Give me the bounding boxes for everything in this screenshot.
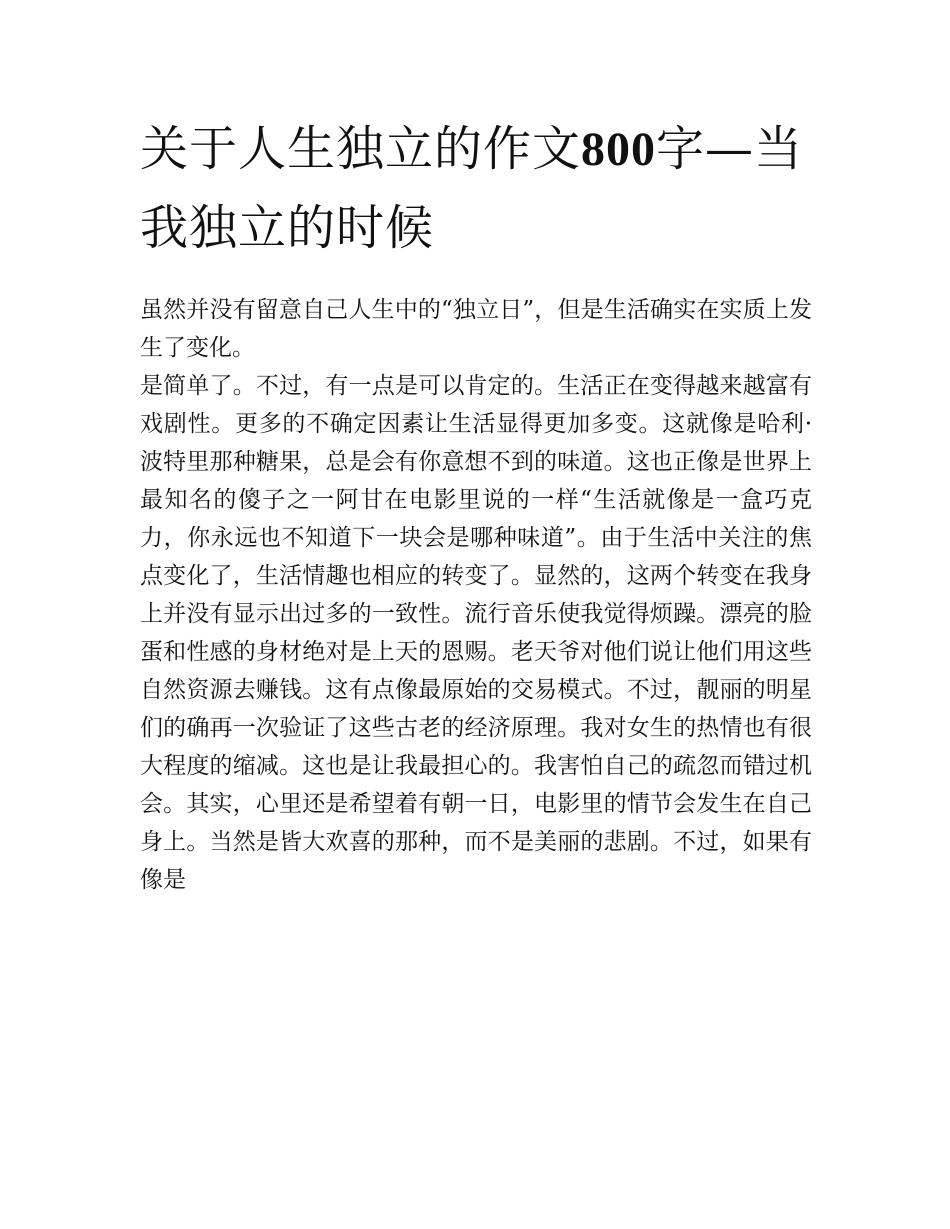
document-body: [140, 291, 812, 899]
title-text-part2: 字—当我独立的时候: [140, 121, 804, 256]
paragraph-2: 是简单了。不过，有一点是可以肯定的。生活正在变得越来越富有戏剧性。更多的不确定因素让生活显得更加多变。这就像是哈利·波特里那种糖果，总是会有你意想不到的味道。这也正像是世界上最知名的傻子之一阿甘在电影里说的一样“生活就像是一盒巧克力，你永远也不知道下一块会是哪种味道”。由于生活中关注的焦点变化了，生活情趣也相应的转变了。显然的，这两个转变在我身上并没有显示出过多的一致性。流行音乐使我觉得烦躁。漂亮的脸蛋和性感的身材绝对是上天的恩赐。老天爷对他们说让他们用这些自然资源去赚钱。这有点像最原始的交易模式。不过，靓丽的明星们的确再一次验证了这些古老的经济原理。我对女生的热情也有很大程度的缩减。这也是让我最担心的。我害怕自己的疏忽而错过机会。其实，心里还是希望着有朝一日，电影里的情节会发生在自己身上。当然是皆大欢喜的那种，而不是美丽的悲剧。不过，如果有像是: [140, 373, 812, 893]
paragraph-1: 虽然并没有留意自己人生中的“独立日”，但是生活确实在实质上发生了变化。: [140, 297, 812, 361]
title-text-part1: 关于人生独立的作文: [140, 121, 582, 177]
document-title: [140, 110, 812, 267]
document-page: [140, 110, 812, 899]
title-number: 800: [581, 123, 657, 176]
